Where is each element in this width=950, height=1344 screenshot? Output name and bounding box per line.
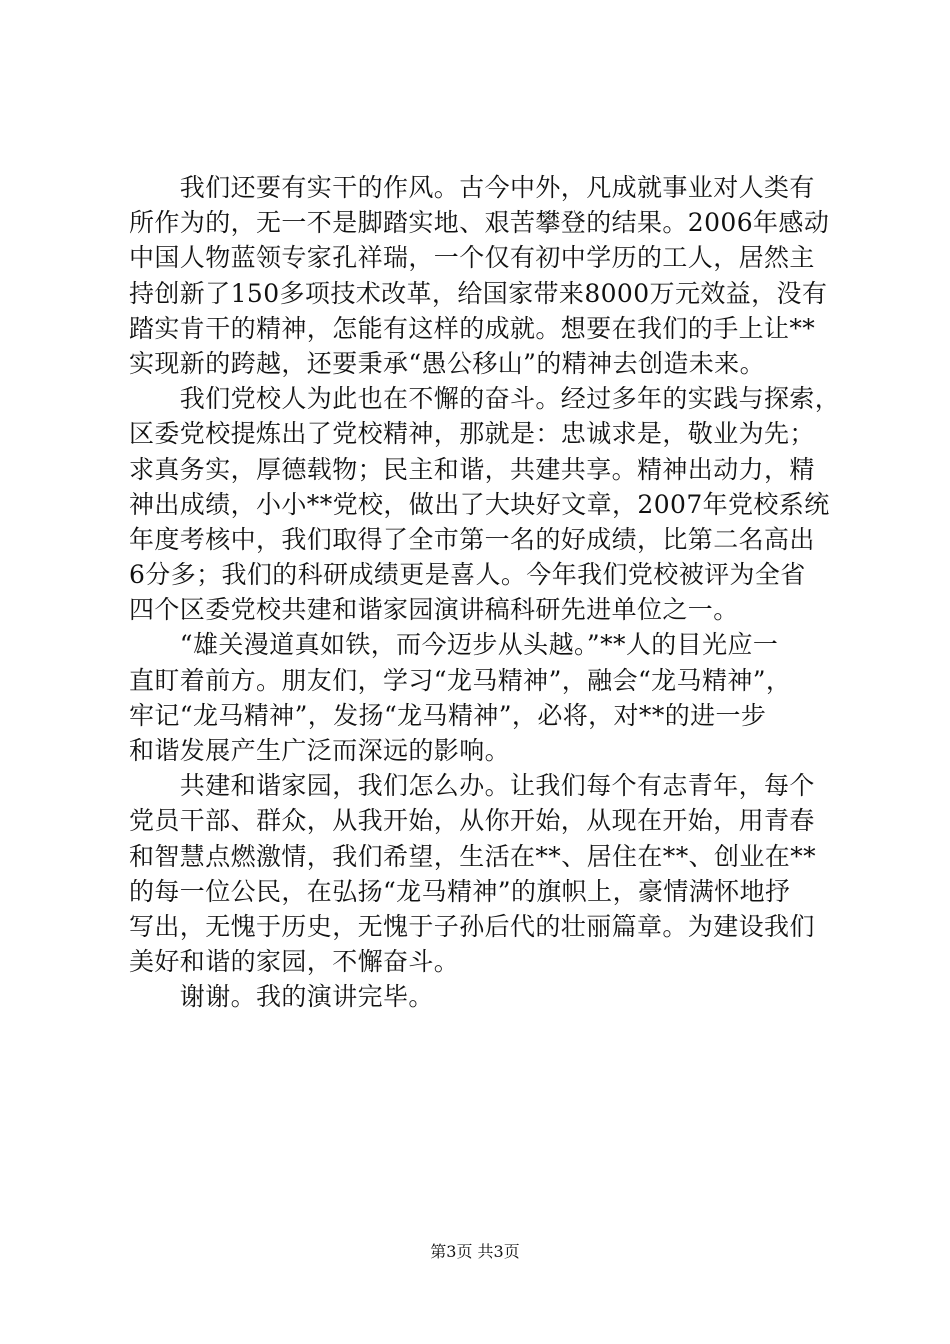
text-line: 和智慧点燃激情，我们希望，生活在**、居住在**、创业在** — [129, 841, 817, 871]
text-line: 持创新了150多项技术改革，给国家带来8000万元效益，没有 — [129, 278, 828, 308]
page-footer — [0, 1242, 950, 1262]
text-line: 写出，无愧于历史，无愧于子孙后代的壮丽篇章。为建设我们 — [129, 911, 815, 941]
text-line: 牢记“龙马精神”，发扬“龙马精神”，必将，对**的进一步 — [129, 700, 767, 730]
text-line: 踏实肯干的精神，怎能有这样的成就。想要在我们的手上让** — [129, 313, 816, 343]
text-line: 所作为的，无一不是脚踏实地、艰苦攀登的结果。2006年感动 — [129, 208, 830, 238]
text-line: 中国人物蓝领专家孔祥瑞，一个仅有初中学历的工人，居然主 — [129, 243, 815, 273]
text-line: 我们还要有实干的作风。古今中外，凡成就事业对人类有 — [129, 173, 815, 202]
text-line: 我们党校人为此也在不懈的奋斗。经过多年的实践与探索， — [129, 384, 841, 414]
text-line: 和谐发展产生广泛而深远的影响。 — [129, 736, 511, 765]
text-line: 神出成绩，小小**党校，做出了大块好文章，2007年党校系统 — [129, 489, 830, 519]
text-line: 党员干部、群众，从我开始，从你开始，从现在开始，用青春 — [129, 806, 815, 836]
text-line: 美好和谐的家园，不懈奋斗。 — [129, 947, 460, 977]
text-line: 直盯着前方。朋友们，学习“龙马精神”，融会“龙马精神”， — [129, 665, 792, 695]
text-line: “雄关漫道真如铁，而今迈步从头越。”**人的目光应一 — [129, 630, 779, 660]
text-line: 四个区委党校共建和谐家园演讲稿科研先进单位之一。 — [129, 595, 739, 625]
text-line: 谢谢。我的演讲完毕。 — [129, 982, 434, 1012]
text-line: 6分多；我们的科研成绩更是喜人。今年我们党校被评为全省 — [129, 560, 806, 590]
page-number: 第3页 共3页 — [430, 1242, 520, 1261]
text-line: 共建和谐家园，我们怎么办。让我们每个有志青年，每个 — [129, 771, 815, 801]
text-line: 年度考核中，我们取得了全市第一名的好成绩，比第二名高出 — [129, 524, 815, 554]
text-line: 的每一位公民，在弘扬“龙马精神”的旗帜上，豪情满怀地抒 — [129, 876, 791, 906]
text-line: 求真务实，厚德载物；民主和谐，共建共享。精神出动力，精 — [129, 454, 815, 484]
text-line: 实现新的跨越，还要秉承“愚公移山”的精神去创造未来。 — [129, 348, 765, 378]
text-line: 区委党校提炼出了党校精神，那就是：忠诚求是，敬业为先； — [129, 419, 815, 449]
document-body — [129, 170, 841, 1015]
